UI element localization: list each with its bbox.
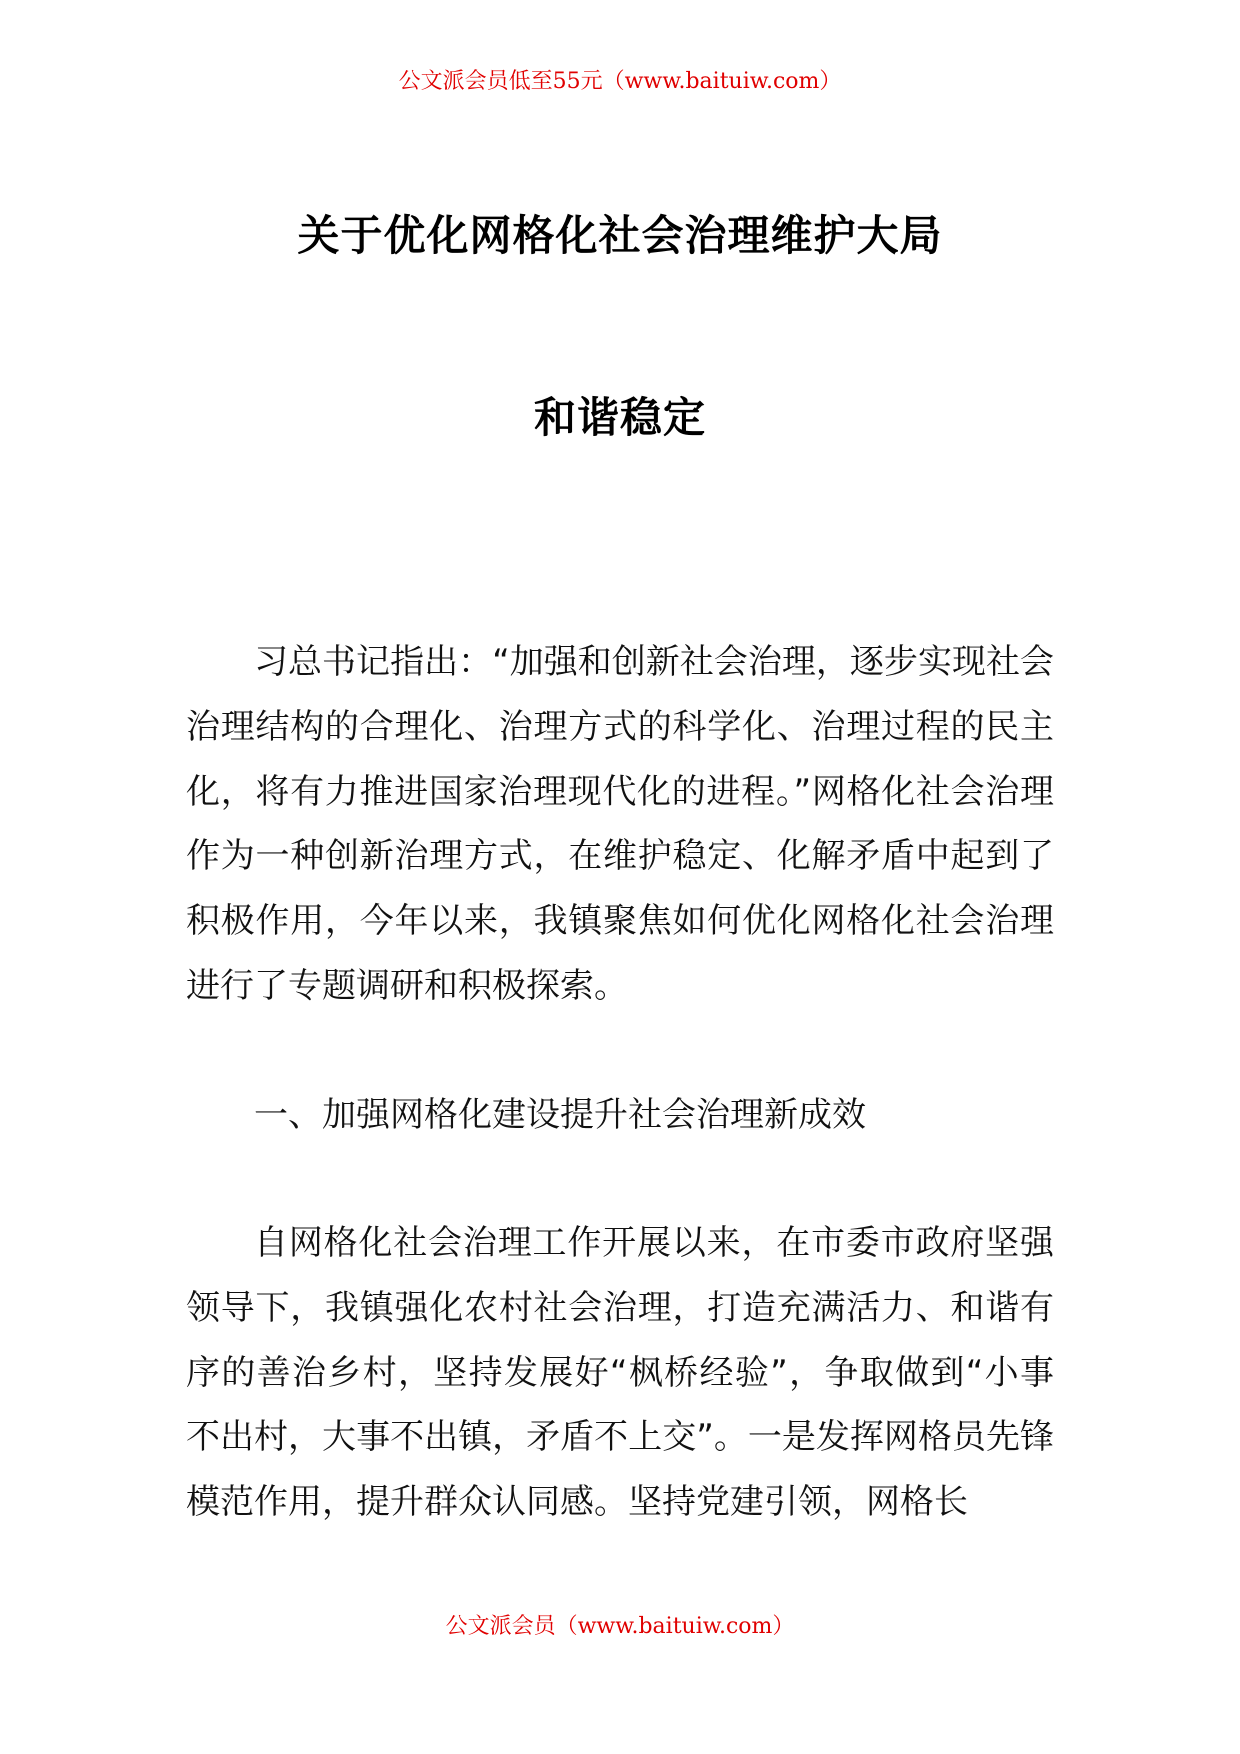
document-title-line-2: 和谐稳定 xyxy=(533,393,706,442)
paragraph-text: 习总书记指出：“加强和创新社会治理，逐步实现社会治理结构的合理化、治理方式的科学化、治理过程的民主化，将有力推进国家治理现代化的进程。”网格化社会治理作为一种创新治理方式，在维护稳定、化解矛盾中起到了积极作用，今年以来，我镇聚焦如何优化网格化社会治理进行了专题调研和积极探索。 xyxy=(186,642,1054,1006)
paragraph-text: 自网格化社会治理工作开展以来，在市委市政府坚强领导下，我镇强化农村社会治理，打造充满活力、和谐有序的善治乡村，坚持发展好“枫桥经验”，争取做到“小事不出村，大事不出镇，矛盾不上交”。一是发挥网格员先锋模范作用，提升群众认同感。坚持党建引领，网格长 xyxy=(186,1223,1054,1523)
body-paragraph-1 xyxy=(186,630,1054,1019)
footer-promo-note: 公文派会员（www.baituiw.com） xyxy=(445,1614,795,1639)
document-title-line-1: 关于优化网格化社会治理维护大局 xyxy=(297,211,943,260)
section-heading-1 xyxy=(186,1083,1054,1148)
section-heading-text: 一、加强网格化建设提升社会治理新成效 xyxy=(254,1095,866,1135)
body-paragraph-2 xyxy=(186,1211,1054,1535)
header-promo-note: 公文派会员低至55元（www.baituiw.com） xyxy=(398,69,842,94)
